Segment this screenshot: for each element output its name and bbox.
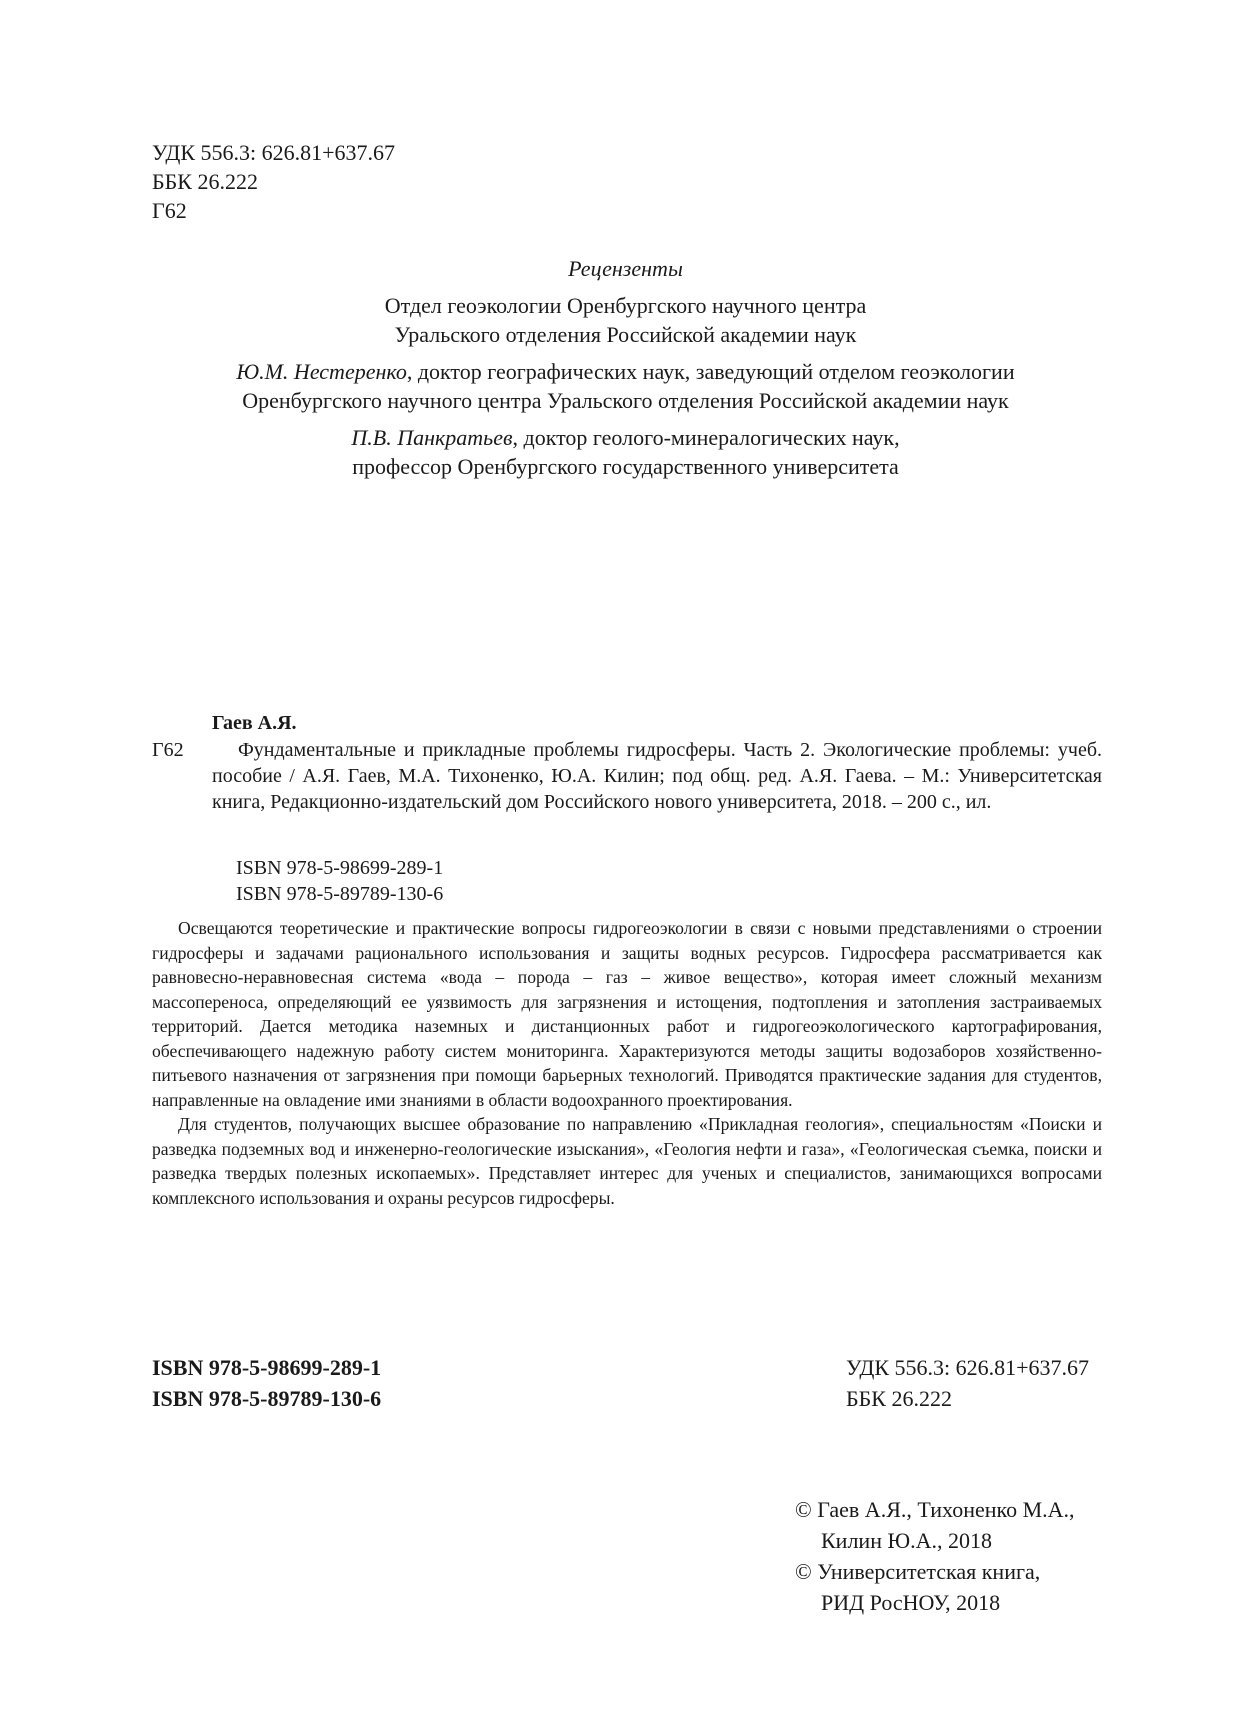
- record-author: Гаев А.Я.: [212, 712, 297, 734]
- author-mark: Г62: [152, 198, 187, 223]
- footer-isbn-1: ISBN 978-5-98699-289-1: [152, 1355, 382, 1380]
- record-isbn-1: ISBN 978-5-98699-289-1: [236, 857, 444, 879]
- record-author-mark: Г62: [152, 739, 184, 761]
- copyright-publisher-line2: РИД РосНОУ, 2018: [821, 1590, 1001, 1615]
- annotation-paragraph-1: Освещаются теоретические и практические вопросы гидрогеоэкологии в связи с новыми представлениями о строении гидросферы и задачами рационального использования и защиты водных ресурсов. Гидросфера рассматривается как равновесно-неравновесная система «вода – порода – газ – живое вещество», которая имеет сложный механизм массопереноса, определяющий ее уязвимость для загрязнения и истощения, подтопления и затопления застраиваемых территорий. Дается методика наземных и дистанционных работ и гидрогеоэкологического картографирования, обеспечивающего надежную работу систем мониторинга. Характеризуются методы защиты водозаборов хозяйственно-питьевого назначения от загрязнения при помощи барьерных технологий. Приводятся практические задания для студентов, направленные на овладение ими знаниями в области водоохранного проектирования.: [152, 918, 1102, 1110]
- reviewer-org-line2: Уральского отделения Российской академии наук: [394, 322, 857, 347]
- copyright-authors-line2: Килин Ю.А., 2018: [821, 1528, 992, 1553]
- reviewer-2-title: , доктор геолого-минералогических наук,: [512, 425, 900, 450]
- classification-block-top: [152, 138, 395, 225]
- annotation: [152, 916, 1102, 1210]
- reviewers-block: [0, 254, 1241, 481]
- record-isbn-2: ISBN 978-5-89789-130-6: [236, 883, 444, 905]
- reviewers-heading: Рецензенты: [568, 256, 683, 281]
- copyright-notice: [795, 1494, 1075, 1618]
- copyright-authors-line1: © Гаев А.Я., Тихоненко М.А.,: [795, 1497, 1075, 1522]
- footer-isbn-2: ISBN 978-5-89789-130-6: [152, 1386, 382, 1411]
- bbk-code: ББК 26.222: [152, 169, 258, 194]
- reviewer-2-line1: [0, 423, 1241, 452]
- reviewer-1-name: Ю.М. Нестеренко: [236, 359, 407, 384]
- footer-bbk: ББК 26.222: [846, 1386, 952, 1411]
- reviewer-2-line2: профессор Оренбургского государственного университета: [352, 454, 899, 479]
- reviewer-1-title: , доктор географических наук, заведующий отделом геоэкологии: [406, 359, 1015, 384]
- classification-footer: [846, 1352, 1089, 1414]
- footer-udk: УДК 556.3: 626.81+637.67: [846, 1355, 1090, 1380]
- reviewer-org-line1: Отдел геоэкологии Оренбургского научного центра: [384, 293, 867, 318]
- reviewer-2-name: П.В. Панкратьев: [351, 425, 513, 450]
- record-description: Фундаментальные и прикладные проблемы гидросферы. Часть 2. Экологические проблемы: учеб. пособие / А.Я. Гаев, М.А. Тихоненко, Ю.А. Килин; под общ. ред. А.Я. Гаева. – М.: Университетская книга, Редакционно-издательский дом Российского нового университета, 2018. – 200 с., ил.: [212, 739, 1102, 813]
- annotation-paragraph-2: Для студентов, получающих высшее образование по направлению «Прикладная геология», специальностям «Поиски и разведка подземных вод и инженерно-геологические изыскания», «Геология нефти и газа», «Геологическая съемка, поиски и разведка твердых полезных ископаемых». Представляет интерес для ученых и специалистов, занимающихся вопросами комплексного использования и охраны ресурсов гидросферы.: [152, 1114, 1102, 1208]
- reviewer-1-line1: [0, 357, 1241, 386]
- reviewer-1-line2: Оренбургского научного центра Уральского отделения Российской академии наук: [242, 388, 1009, 413]
- isbn-footer: [152, 1352, 381, 1414]
- record-isbn-list: [236, 855, 443, 907]
- udk-code: УДК 556.3: 626.81+637.67: [152, 140, 396, 165]
- copyright-publisher-line1: © Университетская книга,: [795, 1559, 1041, 1584]
